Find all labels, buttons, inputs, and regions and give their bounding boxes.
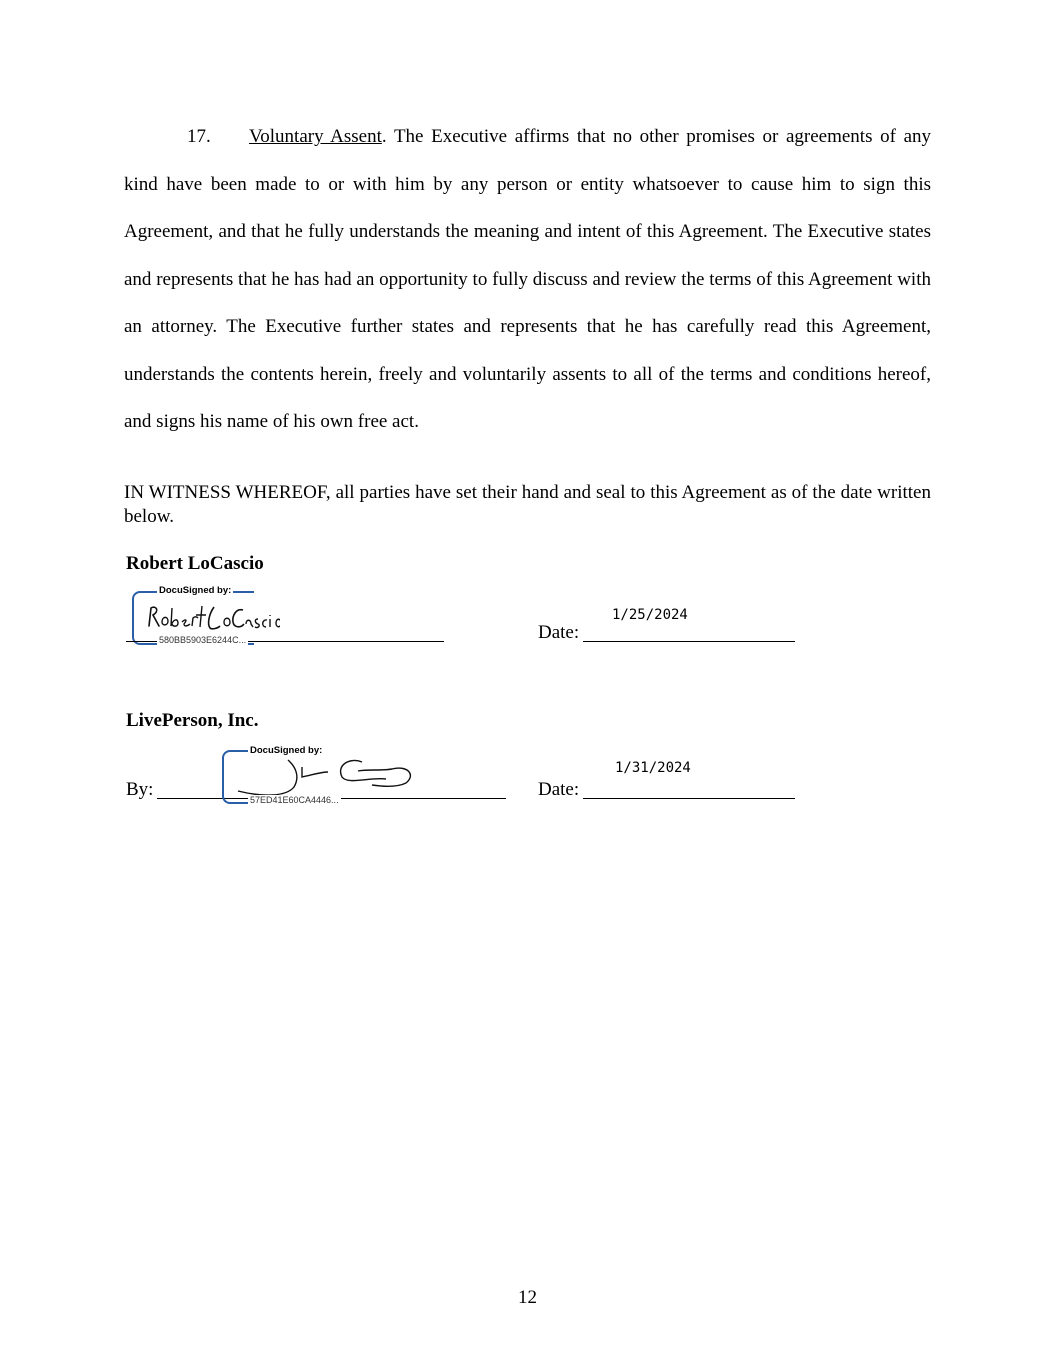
section-17-paragraph (124, 113, 931, 446)
company-name: LivePerson, Inc. (126, 710, 259, 731)
docusign-label-executive: DocuSigned by: (159, 585, 232, 596)
company-date-label: Date: (538, 779, 580, 800)
executive-signature (140, 600, 280, 640)
executive-date-label: Date: (538, 622, 580, 643)
section-number: 17. (187, 126, 211, 147)
docusign-envelope-id-executive: 580BB5903E6244C... (159, 635, 247, 645)
page-number: 12 (518, 1287, 537, 1308)
company-date-line (583, 798, 795, 799)
executive-date-line (583, 641, 795, 642)
company-by-label: By: (126, 779, 154, 800)
company-date-value: 1/31/2024 (615, 760, 691, 776)
executive-name: Robert LoCascio (126, 553, 264, 574)
witness-clause: IN WITNESS WHEREOF, all parties have set their hand and seal to this Agreement as of the date written below. (124, 482, 931, 527)
section-body: . The Executive affirms that no other promises or agreements of any kind have been made to or with him by any person or entity whatsoever to cause him to sign this Agreement, and that he fully understands the meaning and intent of this Agreement. The Executive states and represents that he has had an opportunity to fully discuss and review the terms of this Agreement with an attorney. The Executive further states and represents that he has carefully read this Agreement, understands the contents herein, freely and voluntarily assents to all of the terms and conditions hereof, and signs his name of his own free act. (124, 126, 932, 432)
section-heading: Voluntary Assent (249, 126, 382, 147)
executive-date-value: 1/25/2024 (612, 607, 688, 623)
docusign-envelope-id-company: 57ED41E60CA4446... (250, 795, 339, 805)
docusign-label-company: DocuSigned by: (250, 745, 323, 756)
